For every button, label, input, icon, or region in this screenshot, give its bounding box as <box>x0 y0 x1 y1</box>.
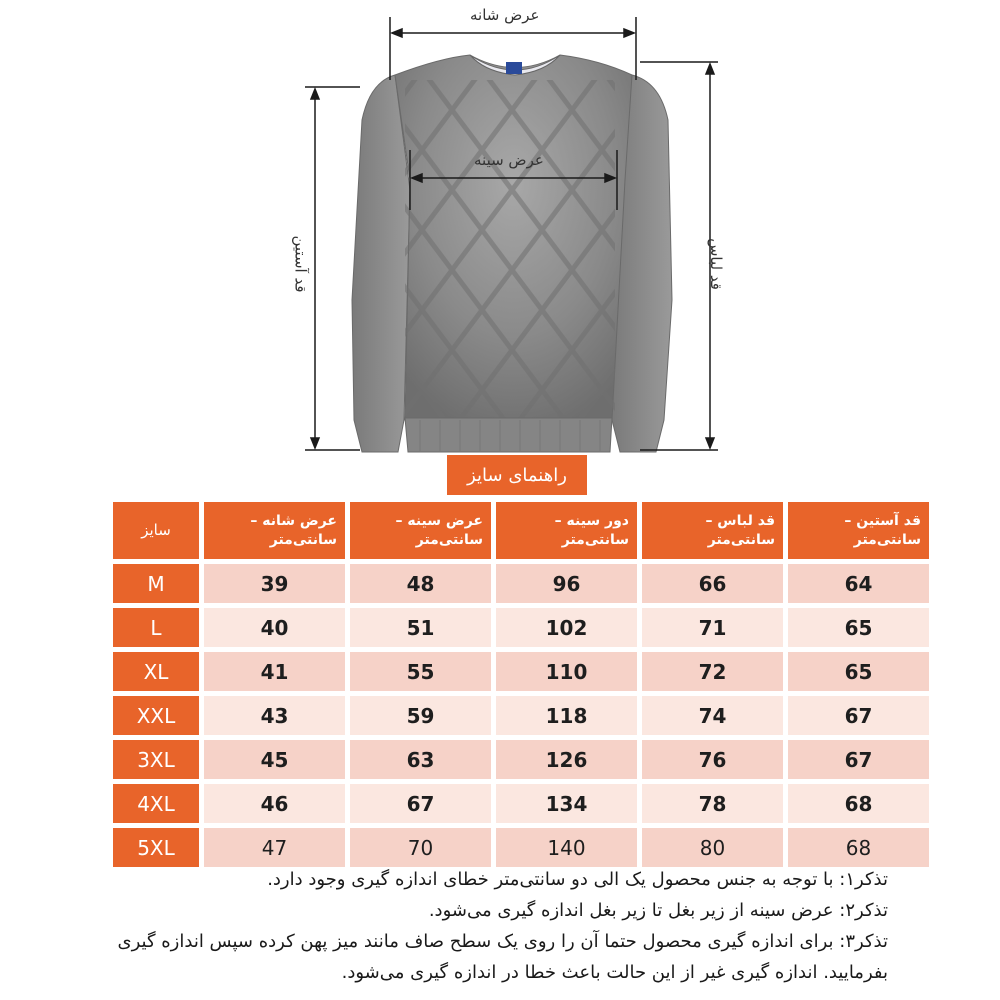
chest-circ-cell: 118 <box>496 696 637 735</box>
header-shoulder: عرض شانه – سانتی‌متر <box>204 502 345 559</box>
notes-section <box>108 864 888 988</box>
note-3: تذکر۳: برای اندازه گیری محصول حتما آن را روی یک سطح صاف مانند میز پهن کرده سپس اندازه گیری بفرمایید. اندازه گیری غیر از این حالت باعث خطا در اندازه گیری می‌شود. <box>117 931 888 983</box>
shoulder-cell: 40 <box>204 608 345 647</box>
size-chart-table <box>108 497 934 872</box>
header-chest-circumference: دور سینه – سانتی‌متر <box>496 502 637 559</box>
table-row <box>113 828 929 867</box>
length-cell: 74 <box>642 696 783 735</box>
size-cell: L <box>113 608 199 647</box>
shoulder-cell: 41 <box>204 652 345 691</box>
table-row <box>113 652 929 691</box>
sleeve-cell: 68 <box>788 784 929 823</box>
sleeve-length-label: قد آستین <box>291 235 310 293</box>
sleeve-cell: 65 <box>788 608 929 647</box>
length-cell: 71 <box>642 608 783 647</box>
size-cell: 5XL <box>113 828 199 867</box>
sweater-hem <box>405 418 612 452</box>
chest-circ-cell: 96 <box>496 564 637 603</box>
shoulder-cell: 47 <box>204 828 345 867</box>
garment-length-label: قد لباس <box>706 238 725 290</box>
note-1: تذکر۱: با توجه به جنس محصول یک الی دو سانتی‌متر خطای اندازه گیری وجود دارد. <box>267 869 888 890</box>
chest-width-cell: 59 <box>350 696 491 735</box>
brand-label <box>506 62 522 74</box>
chest-width-cell: 63 <box>350 740 491 779</box>
size-cell: M <box>113 564 199 603</box>
length-cell: 66 <box>642 564 783 603</box>
chest-width-label: عرض سینه <box>474 151 544 169</box>
sleeve-cell: 67 <box>788 740 929 779</box>
chest-width-cell: 67 <box>350 784 491 823</box>
table-row <box>113 784 929 823</box>
shoulder-width-label: عرض شانه <box>470 6 540 24</box>
chest-circ-cell: 126 <box>496 740 637 779</box>
size-cell: XXL <box>113 696 199 735</box>
table-header-row <box>113 502 929 559</box>
chest-circ-cell: 140 <box>496 828 637 867</box>
table-row <box>113 696 929 735</box>
table-row <box>113 564 929 603</box>
sleeve-cell: 67 <box>788 696 929 735</box>
header-sleeve: قد آستین – سانتی‌متر <box>788 502 929 559</box>
note-2: تذکر۲: عرض سینه از زیر بغل تا زیر بغل اندازه گیری می‌شود. <box>428 900 888 921</box>
length-cell: 80 <box>642 828 783 867</box>
header-size: سایز <box>113 502 199 559</box>
chest-width-cell: 70 <box>350 828 491 867</box>
size-cell: 3XL <box>113 740 199 779</box>
table-row <box>113 608 929 647</box>
left-sleeve <box>352 75 410 452</box>
table-row <box>113 740 929 779</box>
shoulder-cell: 39 <box>204 564 345 603</box>
chest-circ-cell: 134 <box>496 784 637 823</box>
chest-circ-cell: 110 <box>496 652 637 691</box>
shoulder-cell: 45 <box>204 740 345 779</box>
shoulder-cell: 46 <box>204 784 345 823</box>
header-length: قد لباس – سانتی‌متر <box>642 502 783 559</box>
sweater-diagram <box>0 0 1000 455</box>
length-cell: 72 <box>642 652 783 691</box>
size-cell: XL <box>113 652 199 691</box>
chest-width-cell: 55 <box>350 652 491 691</box>
sleeve-cell: 65 <box>788 652 929 691</box>
chest-circ-cell: 102 <box>496 608 637 647</box>
sweater-illustration <box>0 0 1000 455</box>
chest-width-cell: 51 <box>350 608 491 647</box>
header-chest-width: عرض سینه – سانتی‌متر <box>350 502 491 559</box>
length-cell: 78 <box>642 784 783 823</box>
size-cell: 4XL <box>113 784 199 823</box>
shoulder-cell: 43 <box>204 696 345 735</box>
sleeve-cell: 68 <box>788 828 929 867</box>
chest-width-cell: 48 <box>350 564 491 603</box>
length-cell: 76 <box>642 740 783 779</box>
size-guide-title: راهنمای سایز <box>447 455 587 495</box>
sleeve-cell: 64 <box>788 564 929 603</box>
